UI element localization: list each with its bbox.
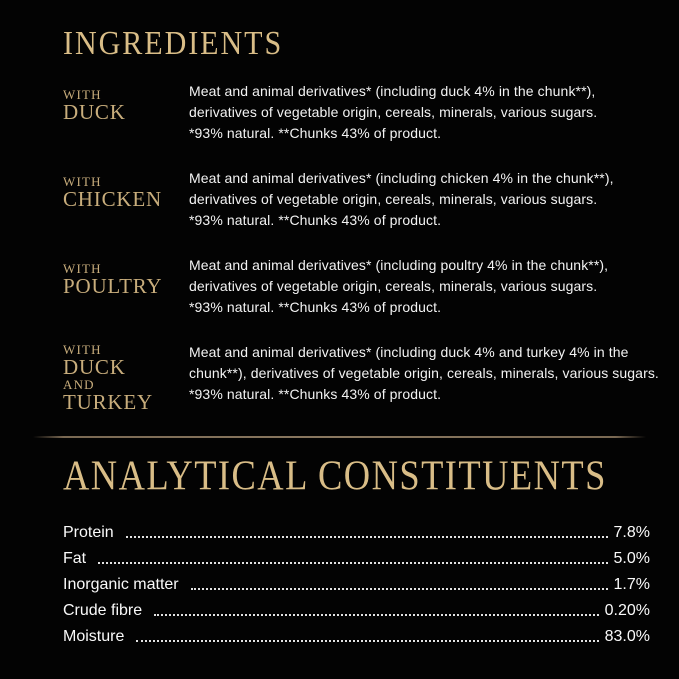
variant-conjunction: AND: [63, 377, 95, 392]
variant-list: [63, 81, 665, 412]
dot-leader: [136, 640, 598, 642]
nutrient-name: Protein: [63, 524, 114, 541]
variant-row-duck: [63, 81, 665, 144]
variant-description-text: Meat and animal derivatives* (including poultry 4% in the chunk**), derivatives of vegetable origin, cereals, minerals, various sugars.: [189, 257, 609, 294]
variant-row-chicken: [63, 168, 665, 231]
variant-description-chicken: [189, 168, 665, 231]
variant-name: POULTRY: [63, 274, 163, 298]
variant-name-2: TURKEY: [63, 390, 153, 414]
dot-leader: [191, 588, 608, 590]
variant-footnote: *93% natural. **Chunks 43% of product.: [189, 299, 442, 315]
nutrient-name: Crude fibre: [63, 602, 143, 619]
variant-description-text: Meat and animal derivatives* (including chicken 4% in the chunk**), derivatives of vegetable origin, cereals, minerals, various sugars.: [189, 170, 614, 207]
nutrient-row-protein: [63, 517, 650, 543]
nutrient-value: 1.7%: [613, 576, 650, 593]
nutrient-name: Fat: [63, 550, 87, 567]
variant-prefix: WITH: [63, 174, 102, 189]
variant-name: DUCK: [63, 100, 126, 124]
nutrient-value: 83.0%: [604, 628, 650, 645]
variant-label-chicken: [63, 168, 189, 209]
dot-leader: [154, 614, 598, 616]
ingredients-heading: INGREDIENTS: [63, 24, 284, 62]
variant-row-poultry: [63, 255, 665, 318]
nutrient-value: 5.0%: [613, 550, 650, 567]
nutrient-row-moisture: [63, 621, 650, 647]
nutrient-table: [63, 517, 650, 647]
variant-name: DUCK: [63, 355, 126, 379]
variant-description-duck: [189, 81, 665, 144]
nutrient-row-inorganic-matter: [63, 569, 650, 595]
analytical-section: [0, 438, 679, 647]
dot-leader: [126, 536, 608, 538]
variant-footnote: *93% natural. **Chunks 43% of product.: [189, 125, 442, 141]
nutrient-name: Inorganic matter: [63, 576, 179, 593]
variant-description-duck-turkey: [189, 342, 665, 405]
nutrient-name: Moisture: [63, 628, 125, 645]
variant-name: CHICKEN: [63, 187, 162, 211]
analytical-heading: ANALYTICAL CONSTITUENTS: [63, 453, 607, 500]
nutrient-row-fat: [63, 543, 650, 569]
variant-prefix: WITH: [63, 342, 102, 357]
variant-label-duck-turkey: [63, 342, 189, 412]
nutrient-row-crude-fibre: [63, 595, 650, 621]
variant-description-text: Meat and animal derivatives* (including duck 4% in the chunk**), derivatives of vegetable origin, cereals, minerals, various sugars.: [189, 83, 598, 120]
variant-label-poultry: [63, 255, 189, 296]
variant-label-duck: [63, 81, 189, 122]
variant-description-text: Meat and animal derivatives* (including duck 4% and turkey 4% in the chunk**), derivatives of vegetable origin, cereals, minerals, various sugars.: [189, 344, 659, 381]
variant-prefix: WITH: [63, 261, 102, 276]
variant-footnote: *93% natural. **Chunks 43% of product.: [189, 212, 442, 228]
nutrient-value: 7.8%: [613, 524, 650, 541]
variant-description-poultry: [189, 255, 665, 318]
nutrient-value: 0.20%: [604, 602, 650, 619]
variant-footnote: *93% natural. **Chunks 43% of product.: [189, 386, 442, 402]
variant-prefix: WITH: [63, 87, 102, 102]
variant-row-duck-turkey: [63, 342, 665, 412]
dot-leader: [98, 562, 607, 564]
